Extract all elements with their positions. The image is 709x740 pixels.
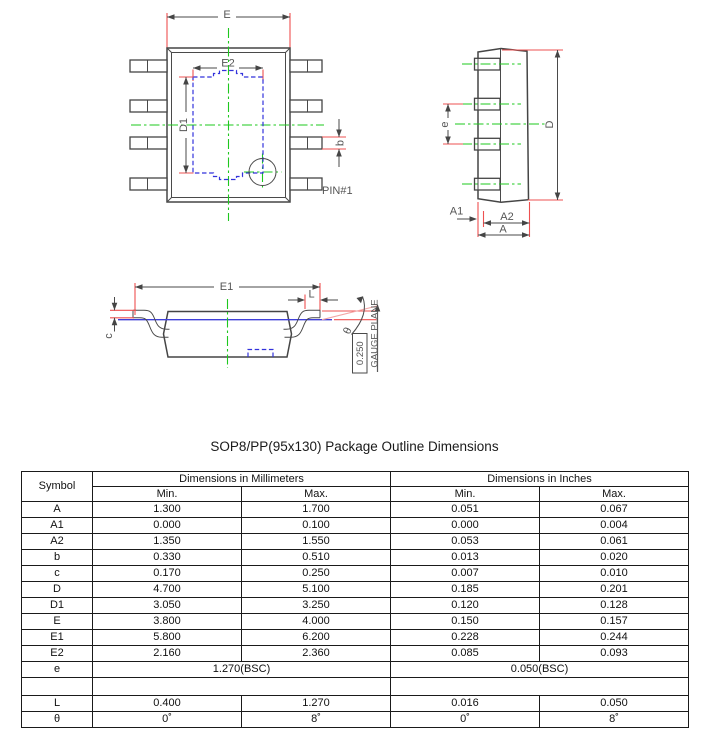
dim-label-c: c: [103, 333, 115, 339]
header-mm-min: Min.: [93, 487, 242, 502]
cell-mm-bsc: 1.270(BSC): [93, 662, 391, 678]
front-view-drawing: [103, 281, 380, 373]
cell-empty: [93, 678, 391, 696]
table-row: [22, 566, 689, 582]
dim-label-L: L: [308, 288, 315, 301]
table-row: [22, 630, 689, 646]
cell-mm-min: 1.300: [93, 502, 242, 518]
gauge-plane-label: GAUGE PLANE: [369, 299, 381, 368]
cell-in-min: 0.185: [391, 582, 540, 598]
table-row-spacer: [22, 678, 689, 696]
cell-in-max: 0.201: [540, 582, 689, 598]
header-in-min: Min.: [391, 487, 540, 502]
dim-label-b: b: [334, 139, 347, 147]
dim-label-E1: E1: [219, 281, 234, 293]
table-row: [22, 518, 689, 534]
gauge-offset-label: 0.250: [355, 341, 367, 366]
dim-label-D1: D1: [178, 117, 190, 133]
cell-mm-min: 0.400: [93, 696, 242, 712]
cell-in-min: 0.007: [391, 566, 540, 582]
cell-symbol: L: [22, 696, 93, 712]
cell-in-max: 0.244: [540, 630, 689, 646]
cell-in-min: 0.228: [391, 630, 540, 646]
cell-in-max: 0.050: [540, 696, 689, 712]
side-view-drawing: [439, 49, 563, 238]
table-row: [22, 502, 689, 518]
cell-in-min: 0.000: [391, 518, 540, 534]
cell-empty: [391, 678, 689, 696]
table-row: [22, 598, 689, 614]
cell-in-min: 0.053: [391, 534, 540, 550]
header-inches: Dimensions in Inches: [391, 472, 689, 487]
cell-symbol: c: [22, 566, 93, 582]
cell-mm-min: 1.350: [93, 534, 242, 550]
table-row: [22, 696, 689, 712]
cell-symbol: E2: [22, 646, 93, 662]
cell-mm-max: 5.100: [242, 582, 391, 598]
cell-in-bsc: 0.050(BSC): [391, 662, 689, 678]
cell-mm-min: 4.700: [93, 582, 242, 598]
cell-in-max: 0.093: [540, 646, 689, 662]
header-mm: Dimensions in Millimeters: [93, 472, 391, 487]
cell-mm-max: 0.510: [242, 550, 391, 566]
cell-symbol: θ: [22, 712, 93, 728]
cell-mm-max: 3.250: [242, 598, 391, 614]
table-row: [22, 614, 689, 630]
top-view-drawing: [130, 9, 353, 221]
cell-symbol: b: [22, 550, 93, 566]
header-mm-max: Max.: [242, 487, 391, 502]
dim-label-theta: θ: [341, 325, 355, 337]
cell-mm-max: 1.270: [242, 696, 391, 712]
cell-in-min: 0.150: [391, 614, 540, 630]
cell-mm-max: 2.360: [242, 646, 391, 662]
table-row: [22, 582, 689, 598]
cell-mm-max: 1.550: [242, 534, 391, 550]
cell-mm-max: 4.000: [242, 614, 391, 630]
cell-symbol: A: [22, 502, 93, 518]
table-row: [22, 646, 689, 662]
cell-in-max: 0.020: [540, 550, 689, 566]
cell-symbol: A2: [22, 534, 93, 550]
pin1-label: PIN#1: [322, 185, 353, 197]
table-row: [22, 712, 689, 728]
cell-mm-min: 0.170: [93, 566, 242, 582]
dim-label-e: e: [439, 121, 451, 128]
cell-mm-max: 6.200: [242, 630, 391, 646]
cell-in-min: 0.051: [391, 502, 540, 518]
cell-symbol: E1: [22, 630, 93, 646]
dim-label-A: A: [499, 223, 507, 236]
page-title: SOP8/PP(95x130) Package Outline Dimensions: [210, 439, 499, 454]
cell-in-min: 0.013: [391, 550, 540, 566]
cell-mm-min: 0.330: [93, 550, 242, 566]
cell-in-max: 0.157: [540, 614, 689, 630]
cell-in-max: 8˚: [540, 712, 689, 728]
cell-in-min: 0.120: [391, 598, 540, 614]
cell-mm-min: 3.800: [93, 614, 242, 630]
cell-mm-max: 0.100: [242, 518, 391, 534]
table-row: [22, 550, 689, 566]
dimensions-table: [21, 471, 689, 728]
cell-mm-min: 2.160: [93, 646, 242, 662]
cell-symbol: D: [22, 582, 93, 598]
cell-mm-min: 3.050: [93, 598, 242, 614]
cell-empty: [22, 678, 93, 696]
pad-hidden-outline: [248, 350, 273, 358]
dim-label-A1: A1: [449, 205, 464, 218]
cell-mm-max: 0.250: [242, 566, 391, 582]
cell-mm-max: 8˚: [242, 712, 391, 728]
cell-mm-min: 0.000: [93, 518, 242, 534]
dim-label-E: E: [223, 9, 231, 21]
header-in-max: Max.: [540, 487, 689, 502]
dim-label-A2: A2: [500, 211, 514, 223]
cell-mm-min: 0˚: [93, 712, 242, 728]
cell-in-min: 0˚: [391, 712, 540, 728]
cell-in-min: 0.085: [391, 646, 540, 662]
cell-symbol: A1: [22, 518, 93, 534]
dim-label-D: D: [544, 120, 556, 129]
cell-in-max: 0.004: [540, 518, 689, 534]
table-row-e: [22, 662, 689, 678]
cell-symbol: e: [22, 662, 93, 678]
cell-in-max: 0.128: [540, 598, 689, 614]
cell-in-max: 0.010: [540, 566, 689, 582]
cell-mm-min: 5.800: [93, 630, 242, 646]
table-row: [22, 534, 689, 550]
cell-symbol: D1: [22, 598, 93, 614]
header-symbol: Symbol: [22, 472, 93, 502]
dim-label-E2: E2: [221, 57, 235, 70]
cell-in-max: 0.067: [540, 502, 689, 518]
cell-in-max: 0.061: [540, 534, 689, 550]
cell-mm-max: 1.700: [242, 502, 391, 518]
cell-in-min: 0.016: [391, 696, 540, 712]
cell-symbol: E: [22, 614, 93, 630]
